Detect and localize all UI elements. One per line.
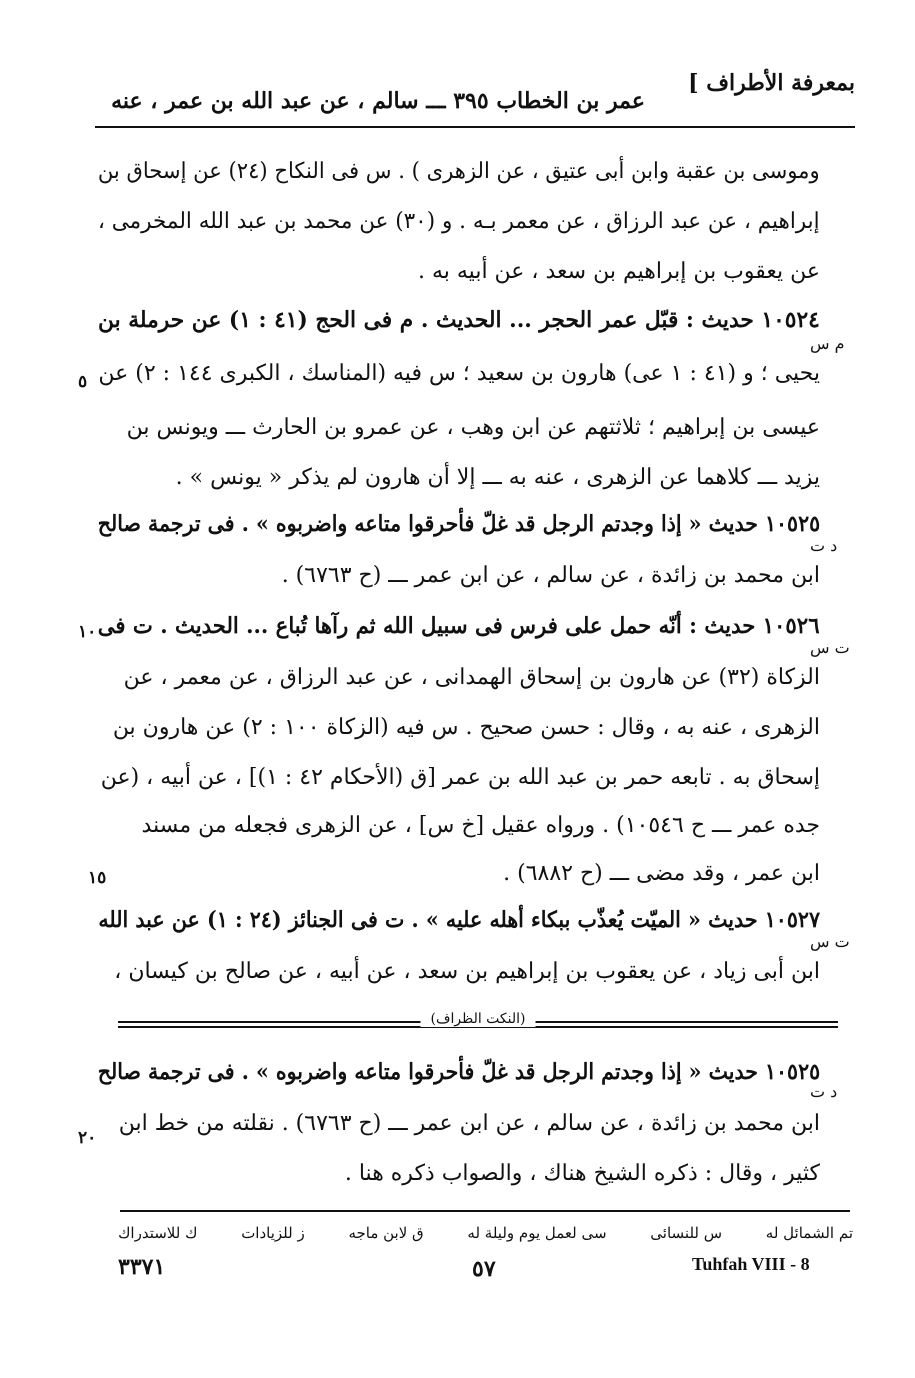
footnote-item: ك للاستدراك [118,1224,198,1242]
divider-label: (النكت الظراف) [421,1011,536,1027]
text-line: كثير ، وقال : ذكره الشيخ هناك ، والصواب ذكره هنا . [344,1161,820,1186]
volume-label: Tuhfah VIII - 8 [692,1254,810,1274]
hadith-heading: ١٠٥٢٤ حديث : قبّل عمر الحجر ... الحديث . م فى الحج (٤١ : ١) عن حرملة بن [98,307,820,333]
header-rule [95,126,855,128]
text-line: جده عمر ـــ ح ١٠٥٤٦) . ورواه عقيل [خ س] ، عن الزهرى فجعله من مسند [141,813,820,838]
text-line: يزيد ـــ كلاهما عن الزهرى ، عنه به ـــ إلا أن هارون لم يذكر « يونس » . [175,465,820,490]
text-line: الزهرى ، عنه به ، وقال : حسن صحيح . س فيه (الزكاة ١٠٠ : ٢) عن هارون بن [112,715,820,740]
section-divider [118,1011,838,1031]
text-line: وموسى بن عقبة وابن أبى عتيق ، عن الزهرى ) . س فى النكاح (٢٤) عن إسحاق بن [98,159,820,184]
siglum: م س [810,334,845,353]
abbreviation-key [118,1224,853,1250]
footnote-rule [120,1210,850,1212]
footnote-item: ز للزيادات [241,1224,305,1242]
header-subtitle: عمر بن الخطاب ٣٩٥ ـــ سالم ، عن عبد الله بن عمر ، عنه [111,88,645,114]
siglum: ت س [810,638,850,657]
running-header [95,70,855,120]
text-line: الزكاة (٣٢) عن هارون بن إسحاق الهمدانى ، عن عبد الرزاق ، عن معمر ، عن [123,665,820,690]
footnote-item: ق لابن ماجه [348,1224,424,1242]
text-line: ابن عمر ، وقد مضى ـــ (ح ٦٨٨٢) . [503,861,820,886]
text-line: عن يعقوب بن إبراهيم بن سعد ، عن أبيه به . [417,259,820,284]
text-line: ابن أبى زياد ، عن يعقوب بن إبراهيم بن سعد ، عن أبيه ، عن صالح بن كيسان ، [114,959,820,984]
text-line: إسحاق به . تابعه حمر بن عبد الله بن عمر [ق (الأحكام ٤٢ : ١)] ، عن أبيه ، (عن [100,765,820,790]
hadith-heading: ١٠٥٢٥ حديث « إذا وجدتم الرجل قد غلّ فأحرقوا متاعه واضربوه » . فى ترجمة صالح [97,1059,820,1085]
footnote-item: سى لعمل يوم وليلة له [467,1224,607,1242]
line-number: ٢٠ [78,1128,97,1148]
hadith-heading: ١٠٥٢٧ حديث « الميّت يُعذّب ببكاء أهله عليه » . ت فى الجنائز (٢٤ : ١) عن عبد الله [98,907,820,933]
line-number: ١٠ [78,622,97,642]
page-number: ٥٧ [472,1256,496,1282]
footnote-item: تم الشمائل له [765,1224,853,1242]
text-line: إبراهيم ، عن عبد الرزاق ، عن معمر بـه . و (٣٠) عن محمد بن عبد الله المخرمى ، [98,209,820,234]
text-line: ابن محمد بن زائدة ، عن سالم ، عن ابن عمر ـــ (ح ٦٧٦٣) . نقلته من خط ابن [118,1111,820,1136]
text-line: ابن محمد بن زائدة ، عن سالم ، عن ابن عمر ـــ (ح ٦٧٦٣) . [281,563,820,588]
siglum: ت س [810,932,850,951]
footnote-item: س للنسائى [650,1224,723,1242]
page-code: ٣٣٧١ [118,1254,166,1280]
line-number: ١٥ [88,868,107,888]
text-line: يحيى ؛ و (٤١ : ١ عى) هارون بن سعيد ؛ س فيه (المناسك ، الكبرى ١٤٤ : ٢) عن [98,361,820,386]
hadith-heading: ١٠٥٢٥ حديث « إذا وجدتم الرجل قد غلّ فأحرقوا متاعه واضربوه » . فى ترجمة صالح [97,511,820,537]
siglum: د ت [810,536,838,555]
text-line: عيسى بن إبراهيم ؛ ثلاثتهم عن ابن وهب ، عن عمرو بن الحارث ـــ ويونس بن [126,415,820,440]
header-title: بمعرفة الأطراف ] [688,70,855,96]
siglum: د ت [810,1082,838,1101]
hadith-heading: ١٠٥٢٦ حديث : أنّه حمل على فرس فى سبيل الله ثم رآها تُباع ... الحديث . ت فى [98,613,820,639]
line-number: ٥ [78,372,88,392]
